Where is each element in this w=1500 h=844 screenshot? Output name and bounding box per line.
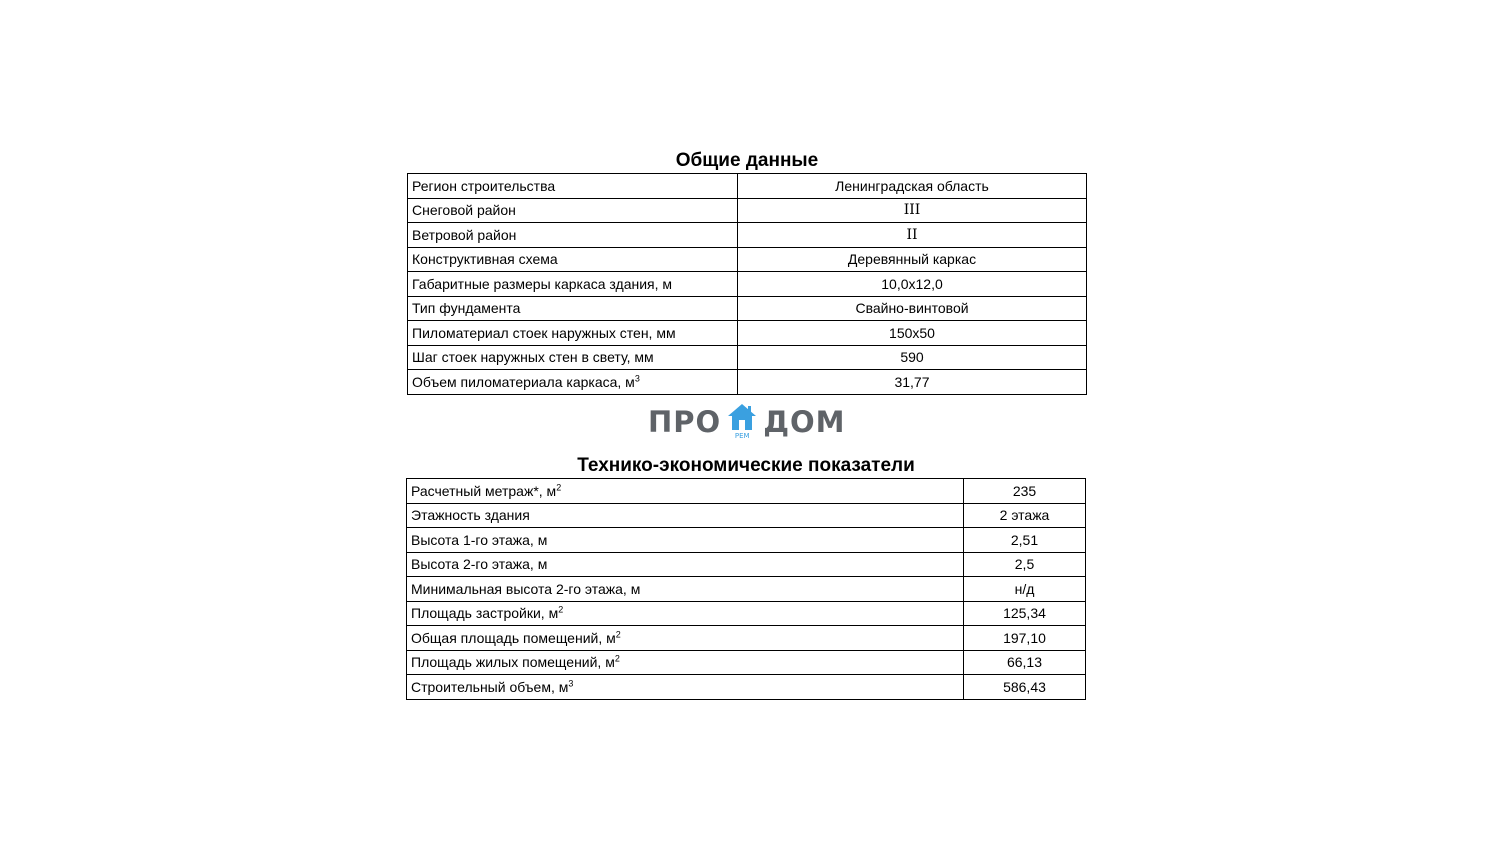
table-row <box>407 528 1086 553</box>
table-row <box>408 174 1087 199</box>
unit-superscript: 3 <box>634 373 640 384</box>
row-value: 590 <box>738 345 1087 370</box>
row-label: Площадь жилых помещений, $м^2$ <box>407 650 964 675</box>
row-value: 586,43 <box>964 675 1086 700</box>
unit-superscript: 2 <box>556 482 562 493</box>
logo-subtext: РЕМ <box>734 432 750 440</box>
table-row <box>408 321 1087 346</box>
table-row <box>408 272 1087 297</box>
row-value: 66,13 <box>964 650 1086 675</box>
table-row <box>408 247 1087 272</box>
row-label: Общая площадь помещений, $м^2$ <box>407 626 964 651</box>
logo-right-word: ДОМ <box>763 405 846 439</box>
row-value: 10,0x12,0 <box>738 272 1087 297</box>
table-row <box>407 675 1086 700</box>
table-row <box>407 552 1086 577</box>
table-row <box>407 479 1086 504</box>
row-label: Расчетный метраж*, $м^2$ <box>407 479 964 504</box>
unit-superscript: 2 <box>558 604 564 615</box>
row-value: 2 этажа <box>964 503 1086 528</box>
row-label: Конструктивная схема <box>408 247 738 272</box>
row-label: Этажность здания <box>407 503 964 528</box>
table-row <box>407 626 1086 651</box>
unit-superscript: 2 <box>614 653 620 664</box>
row-value: н/д <box>964 577 1086 602</box>
row-label: Габаритные размеры каркаса здания, м <box>408 272 738 297</box>
house-icon <box>725 400 759 444</box>
row-value: 2,51 <box>964 528 1086 553</box>
general-data-title: Общие данные <box>675 150 819 171</box>
row-value: 2,5 <box>964 552 1086 577</box>
row-value: II <box>738 223 1087 248</box>
row-value: 235 <box>964 479 1086 504</box>
table-row <box>407 601 1086 626</box>
row-label: Ветровой район <box>408 223 738 248</box>
table-row <box>408 370 1087 395</box>
table-row <box>407 503 1086 528</box>
table-row <box>408 345 1087 370</box>
company-logo <box>648 400 853 444</box>
row-label: Высота 1-го этажа, м <box>407 528 964 553</box>
logo-left-word: ПРО <box>648 405 722 439</box>
row-value: III <box>738 198 1087 223</box>
table-row <box>407 650 1086 675</box>
row-label: Снеговой район <box>408 198 738 223</box>
row-label: Пиломатериал стоек наружных стен, мм <box>408 321 738 346</box>
row-label: Объем пиломатериала каркаса, $м^3$ <box>408 370 738 395</box>
tech-indicators-title: Технико-экономические показатели <box>577 455 915 476</box>
tech-indicators-table <box>406 478 1086 700</box>
row-label: Строительный объем, $м^3$ <box>407 675 964 700</box>
row-value: 125,34 <box>964 601 1086 626</box>
table-row <box>408 223 1087 248</box>
table-row <box>407 577 1086 602</box>
row-label: Регион строительства <box>408 174 738 199</box>
row-label: Высота 2-го этажа, м <box>407 552 964 577</box>
general-data-table <box>407 173 1087 395</box>
row-value: 197,10 <box>964 626 1086 651</box>
unit-superscript: 3 <box>568 678 574 689</box>
row-value: Ленинградская область <box>738 174 1087 199</box>
row-label: Тип фундамента <box>408 296 738 321</box>
row-value: Деревянный каркас <box>738 247 1087 272</box>
row-value: 150x50 <box>738 321 1087 346</box>
table-row <box>408 296 1087 321</box>
table-row <box>408 198 1087 223</box>
row-label: Шаг стоек наружных стен в свету, мм <box>408 345 738 370</box>
row-label: Минимальная высота 2-го этажа, м <box>407 577 964 602</box>
unit-superscript: 2 <box>615 629 621 640</box>
row-value: Свайно-винтовой <box>738 296 1087 321</box>
row-label: Площадь застройки, $м^2$ <box>407 601 964 626</box>
row-value: 31,77 <box>738 370 1087 395</box>
